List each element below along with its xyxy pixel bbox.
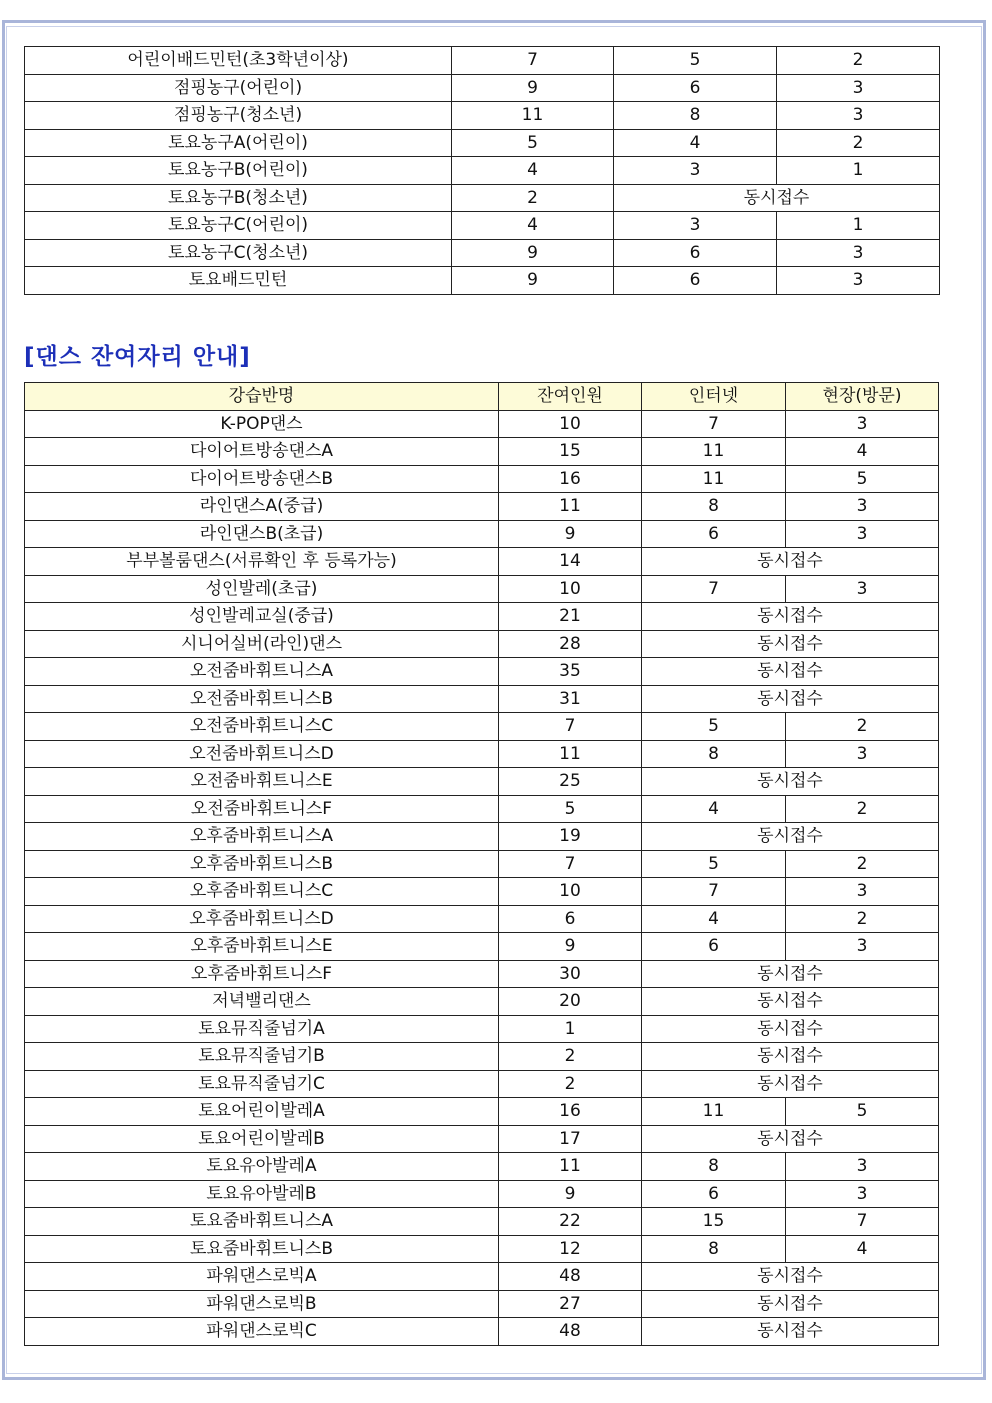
internet-cell: 4 [614,129,777,157]
class-name-cell: 오후줌바휘트니스A [25,823,499,851]
onsite-cell: 3 [786,410,939,438]
remaining-cell: 9 [499,520,642,548]
table-row [25,603,939,631]
onsite-cell: 2 [786,713,939,741]
class-name-cell: 파워댄스로빅A [25,1263,499,1291]
remaining-cell: 1 [499,1015,642,1043]
table-row [25,823,939,851]
simultaneous-cell: 동시접수 [642,1015,939,1043]
onsite-cell: 1 [777,157,940,185]
simultaneous-cell: 동시접수 [642,1290,939,1318]
remaining-cell: 9 [452,74,614,102]
table-row [25,1235,939,1263]
remaining-cell: 16 [499,465,642,493]
remaining-cell: 2 [499,1070,642,1098]
table-row [25,1208,939,1236]
internet-cell: 7 [642,575,786,603]
internet-cell: 8 [642,1235,786,1263]
class-name-cell: 라인댄스B(초급) [25,520,499,548]
internet-cell: 6 [642,1180,786,1208]
table-row [25,795,939,823]
header-name: 강습반명 [25,383,499,411]
table-row [25,988,939,1016]
class-name-cell: 다이어트방송댄스A [25,438,499,466]
table-row [25,212,940,240]
internet-cell: 5 [642,713,786,741]
simultaneous-cell: 동시접수 [642,1263,939,1291]
header-internet: 인터넷 [642,383,786,411]
table-row [25,713,939,741]
table-row [25,1070,939,1098]
class-name-cell: 시니어실버(라인)댄스 [25,630,499,658]
internet-cell: 6 [614,239,777,267]
simultaneous-cell: 동시접수 [642,658,939,686]
class-name-cell: 오후줌바휘트니스B [25,850,499,878]
class-name-cell: 토요유아발레A [25,1153,499,1181]
onsite-cell: 3 [786,493,939,521]
simultaneous-cell: 동시접수 [642,1070,939,1098]
class-name-cell: 점핑농구(청소년) [25,102,452,130]
internet-cell: 8 [642,740,786,768]
class-name-cell: 토요어린이발레B [25,1125,499,1153]
onsite-cell: 4 [786,438,939,466]
class-name-cell: 오후줌바휘트니스E [25,933,499,961]
class-name-cell: 성인발레(초급) [25,575,499,603]
internet-cell: 3 [614,157,777,185]
table-row [25,548,939,576]
dance-table [24,382,939,1346]
remaining-cell: 17 [499,1125,642,1153]
remaining-cell: 10 [499,575,642,603]
remaining-cell: 14 [499,548,642,576]
simultaneous-cell: 동시접수 [614,184,940,212]
class-name-cell: 오전줌바휘트니스A [25,658,499,686]
table-row [25,850,939,878]
onsite-cell: 3 [786,575,939,603]
class-name-cell: 오후줌바휘트니스D [25,905,499,933]
remaining-cell: 15 [499,438,642,466]
onsite-cell: 5 [786,1098,939,1126]
table-row [25,102,940,130]
simultaneous-cell: 동시접수 [642,823,939,851]
remaining-cell: 2 [452,184,614,212]
class-name-cell: 점핑농구(어린이) [25,74,452,102]
simultaneous-cell: 동시접수 [642,988,939,1016]
class-name-cell: 토요농구C(청소년) [25,239,452,267]
remaining-cell: 11 [452,102,614,130]
onsite-cell: 3 [777,239,940,267]
remaining-cell: 9 [452,267,614,295]
remaining-cell: 22 [499,1208,642,1236]
remaining-cell: 9 [452,239,614,267]
table-row [25,960,939,988]
class-name-cell: 저녁밸리댄스 [25,988,499,1016]
remaining-cell: 11 [499,1153,642,1181]
class-name-cell: 토요뮤직줄넘기B [25,1043,499,1071]
table-row [25,575,939,603]
internet-cell: 3 [614,212,777,240]
table-row [25,267,940,295]
table-row [25,685,939,713]
internet-cell: 6 [642,520,786,548]
table-row [25,1263,939,1291]
table-row [25,1153,939,1181]
internet-cell: 11 [642,1098,786,1126]
internet-cell: 6 [642,933,786,961]
remaining-cell: 2 [499,1043,642,1071]
class-name-cell: 오후줌바휘트니스C [25,878,499,906]
remaining-cell: 25 [499,768,642,796]
sports-table [24,46,940,295]
remaining-cell: 5 [452,129,614,157]
onsite-cell: 3 [786,740,939,768]
internet-cell: 7 [642,878,786,906]
table-row [25,1015,939,1043]
simultaneous-cell: 동시접수 [642,768,939,796]
internet-cell: 5 [642,850,786,878]
table-row [25,1098,939,1126]
remaining-cell: 11 [499,740,642,768]
internet-cell: 11 [642,465,786,493]
internet-cell: 7 [642,410,786,438]
class-name-cell: 토요유아발레B [25,1180,499,1208]
remaining-cell: 28 [499,630,642,658]
table-row [25,520,939,548]
table-row [25,933,939,961]
remaining-cell: 5 [499,795,642,823]
class-name-cell: 토요줌바휘트니스B [25,1235,499,1263]
class-name-cell: 토요배드민턴 [25,267,452,295]
class-name-cell: 토요뮤직줄넘기A [25,1015,499,1043]
class-name-cell: 라인댄스A(중급) [25,493,499,521]
onsite-cell: 7 [786,1208,939,1236]
table-row [25,740,939,768]
table-row [25,1318,939,1346]
remaining-cell: 7 [452,47,614,75]
onsite-cell: 3 [777,74,940,102]
dance-section-title: [댄스 잔여자리 안내] [24,344,251,370]
table-row [25,465,939,493]
onsite-cell: 2 [777,129,940,157]
onsite-cell: 2 [786,905,939,933]
internet-cell: 8 [642,1153,786,1181]
remaining-cell: 9 [499,1180,642,1208]
table-row [25,1290,939,1318]
class-name-cell: 오전줌바휘트니스E [25,768,499,796]
table-row [25,239,940,267]
internet-cell: 4 [642,795,786,823]
class-name-cell: 토요어린이발레A [25,1098,499,1126]
remaining-cell: 48 [499,1263,642,1291]
onsite-cell: 5 [786,465,939,493]
onsite-cell: 2 [777,47,940,75]
remaining-cell: 21 [499,603,642,631]
class-name-cell: 파워댄스로빅B [25,1290,499,1318]
header-onsite: 현장(방문) [786,383,939,411]
table-row [25,658,939,686]
remaining-cell: 11 [499,493,642,521]
table-row [25,630,939,658]
simultaneous-cell: 동시접수 [642,1318,939,1346]
simultaneous-cell: 동시접수 [642,630,939,658]
internet-cell: 6 [614,74,777,102]
remaining-cell: 20 [499,988,642,1016]
internet-cell: 15 [642,1208,786,1236]
class-name-cell: 오후줌바휘트니스F [25,960,499,988]
table-row [25,410,939,438]
class-name-cell: 다이어트방송댄스B [25,465,499,493]
class-name-cell: 어린이배드민턴(초3학년이상) [25,47,452,75]
class-name-cell: 오전줌바휘트니스C [25,713,499,741]
remaining-cell: 10 [499,410,642,438]
table-row [25,1180,939,1208]
onsite-cell: 3 [786,520,939,548]
internet-cell: 11 [642,438,786,466]
table-row [25,768,939,796]
remaining-cell: 6 [499,905,642,933]
class-name-cell: 성인발레교실(중급) [25,603,499,631]
onsite-cell: 3 [786,1180,939,1208]
simultaneous-cell: 동시접수 [642,1043,939,1071]
class-name-cell: 토요줌바휘트니스A [25,1208,499,1236]
internet-cell: 8 [614,102,777,130]
table-row [25,438,939,466]
remaining-cell: 7 [499,850,642,878]
class-name-cell: 토요농구C(어린이) [25,212,452,240]
remaining-cell: 27 [499,1290,642,1318]
table-row [25,493,939,521]
onsite-cell: 3 [777,102,940,130]
table-row [25,1125,939,1153]
simultaneous-cell: 동시접수 [642,603,939,631]
onsite-cell: 3 [786,933,939,961]
onsite-cell: 3 [786,878,939,906]
remaining-cell: 31 [499,685,642,713]
internet-cell: 6 [614,267,777,295]
class-name-cell: 부부볼룸댄스(서류확인 후 등록가능) [25,548,499,576]
onsite-cell: 3 [786,1153,939,1181]
class-name-cell: 오전줌바휘트니스F [25,795,499,823]
class-name-cell: 오전줌바휘트니스B [25,685,499,713]
class-name-cell: 오전줌바휘트니스D [25,740,499,768]
table-row [25,184,940,212]
table-row [25,129,940,157]
remaining-cell: 4 [452,157,614,185]
remaining-cell: 7 [499,713,642,741]
onsite-cell: 3 [777,267,940,295]
remaining-cell: 4 [452,212,614,240]
remaining-cell: 10 [499,878,642,906]
table-row [25,1043,939,1071]
table-row [25,878,939,906]
class-name-cell: 토요농구A(어린이) [25,129,452,157]
simultaneous-cell: 동시접수 [642,960,939,988]
class-name-cell: 파워댄스로빅C [25,1318,499,1346]
onsite-cell: 2 [786,795,939,823]
remaining-cell: 16 [499,1098,642,1126]
table-row [25,157,940,185]
table-row [25,905,939,933]
remaining-cell: 9 [499,933,642,961]
internet-cell: 4 [642,905,786,933]
remaining-cell: 48 [499,1318,642,1346]
class-name-cell: 토요뮤직줄넘기C [25,1070,499,1098]
onsite-cell: 1 [777,212,940,240]
remaining-cell: 35 [499,658,642,686]
onsite-cell: 2 [786,850,939,878]
class-name-cell: 토요농구B(청소년) [25,184,452,212]
table-row [25,74,940,102]
onsite-cell: 4 [786,1235,939,1263]
remaining-cell: 12 [499,1235,642,1263]
class-name-cell: K-POP댄스 [25,410,499,438]
remaining-cell: 19 [499,823,642,851]
class-name-cell: 토요농구B(어린이) [25,157,452,185]
remaining-cell: 30 [499,960,642,988]
simultaneous-cell: 동시접수 [642,1125,939,1153]
simultaneous-cell: 동시접수 [642,548,939,576]
internet-cell: 8 [642,493,786,521]
simultaneous-cell: 동시접수 [642,685,939,713]
table-row [25,47,940,75]
header-remaining: 잔여인원 [499,383,642,411]
table-header-row [25,383,939,411]
internet-cell: 5 [614,47,777,75]
